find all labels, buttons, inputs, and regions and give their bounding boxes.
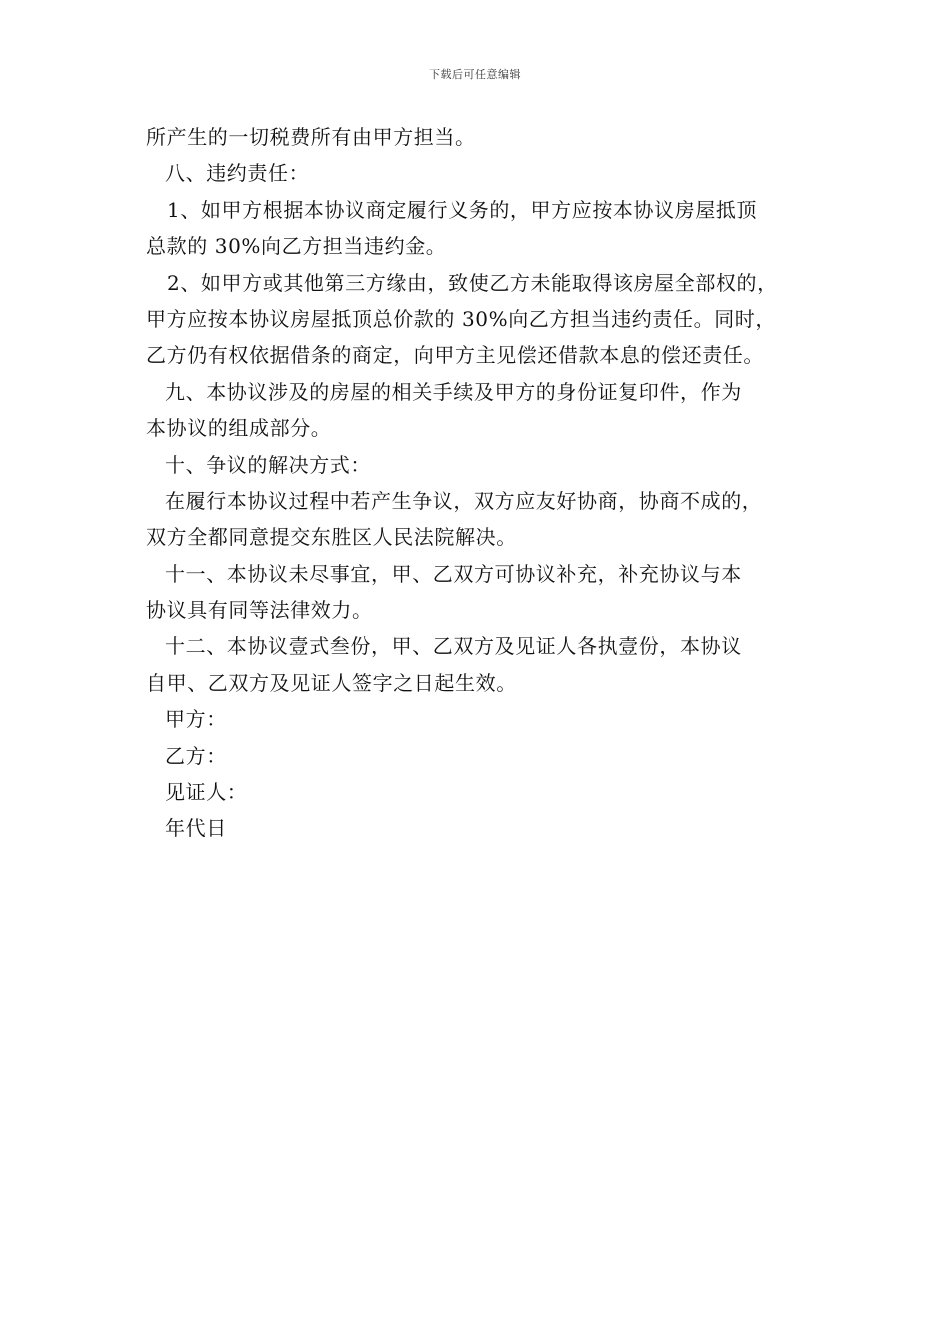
page-header: 下载后可任意编辑	[429, 68, 521, 81]
paragraph-line: 十二、本协议壹式叁份，甲、乙双方及见证人各执壹份，本协议	[165, 634, 742, 659]
signature-party-b: 乙方：	[165, 743, 227, 768]
paragraph-line: 十一、本协议未尽事宜，甲、乙双方可协议补充，补充协议与本	[165, 561, 742, 586]
paragraph-line: 所产生的一切税费所有由甲方担当。	[146, 125, 476, 149]
section-heading-dispute: 十、争议的解决方式：	[165, 452, 371, 477]
paragraph-line: 在履行本协议过程中若产生争议，双方应友好协商，协商不成的，	[165, 488, 763, 513]
signature-witness: 见证人：	[165, 780, 248, 805]
signature-party-a: 甲方：	[165, 707, 227, 732]
paragraph-line: 双方全都同意提交东胜区人民法院解决。	[146, 525, 517, 550]
paragraph-line: 甲方应按本协议房屋抵顶总价款的 30%向乙方担当违约责任。同时，	[146, 306, 777, 331]
signature-date: 年代日	[165, 816, 227, 841]
paragraph-line: 本协议的组成部分。	[146, 416, 332, 441]
paragraph-line: 乙方仍有权依据借条的商定，向甲方主见偿还借款本息的偿还责任。	[146, 343, 764, 368]
document-body	[146, 119, 826, 847]
paragraph-line: 自甲、乙双方及见证人签字之日起生效。	[146, 670, 517, 695]
paragraph-line: 九、本协议涉及的房屋的相关手续及甲方的身份证复印件，作为	[165, 379, 742, 404]
section-heading-breach: 八、违约责任：	[165, 161, 310, 186]
paragraph-line: 总款的 30%向乙方担当违约金。	[146, 234, 447, 259]
paragraph-line: 1、如甲方根据本协议商定履行义务的，甲方应按本协议房屋抵顶	[167, 197, 758, 222]
paragraph-line: 2、如甲方或其他第三方缘由，致使乙方未能取得该房屋全部权的，	[167, 270, 778, 295]
paragraph-line: 协议具有同等法律效力。	[146, 598, 373, 623]
